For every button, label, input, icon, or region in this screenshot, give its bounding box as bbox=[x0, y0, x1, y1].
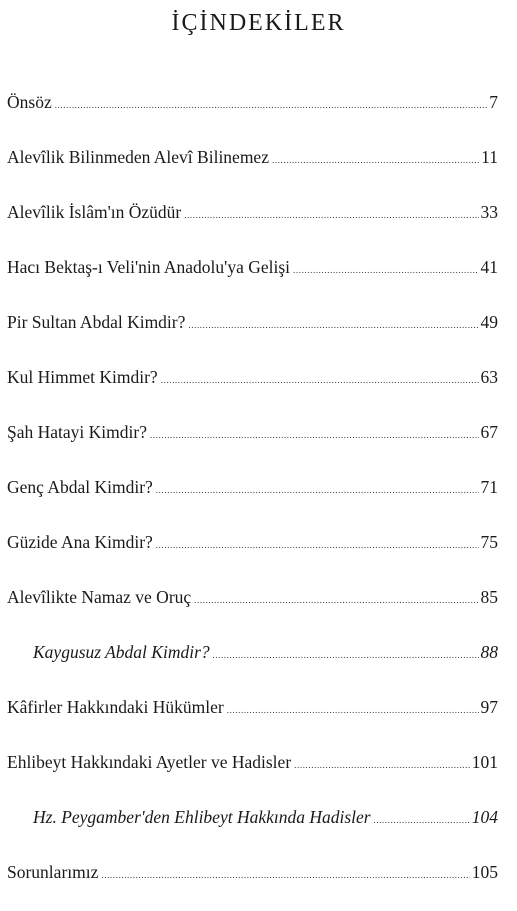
toc-entry-label: Kaygusuz Abdal Kimdir? bbox=[33, 642, 210, 662]
toc-entry-alevilik-bilinmeden[interactable] bbox=[7, 141, 498, 196]
toc-entry-label: Kul Himmet Kimdir? bbox=[7, 367, 158, 387]
toc-entry-page-number: 75 bbox=[480, 532, 498, 552]
dot-leader bbox=[213, 643, 479, 667]
toc-entry-label: Hz. Peygamber'den Ehlibeyt Hakkında Hadisler bbox=[33, 807, 371, 827]
toc-entry-label: Güzide Ana Kimdir? bbox=[7, 532, 153, 552]
dot-leader bbox=[161, 368, 479, 392]
toc-entry-label: Genç Abdal Kimdir? bbox=[7, 477, 153, 497]
toc-entry-onsoz[interactable] bbox=[7, 86, 498, 141]
toc-entry-genc-abdal[interactable] bbox=[7, 471, 498, 526]
toc-entry-page-number: 49 bbox=[480, 312, 498, 332]
toc-entry-sorunlarimiz[interactable] bbox=[7, 856, 498, 911]
toc-entry-page-number: 33 bbox=[480, 202, 498, 222]
table-of-contents bbox=[7, 86, 498, 911]
toc-entry-page-number: 104 bbox=[471, 807, 498, 827]
dot-leader bbox=[55, 93, 488, 117]
dot-leader bbox=[293, 258, 478, 282]
toc-entry-label: Alevîlikte Namaz ve Oruç bbox=[7, 587, 192, 607]
dot-leader bbox=[184, 203, 478, 227]
toc-entry-namaz-ve-oruc[interactable] bbox=[7, 581, 498, 636]
toc-entry-kul-himmet[interactable] bbox=[7, 361, 498, 416]
dot-leader bbox=[374, 808, 470, 832]
toc-entry-label: Ehlibeyt Hakkındaki Ayetler ve Hadisler bbox=[7, 752, 292, 772]
toc-entry-page-number: 85 bbox=[480, 587, 498, 607]
toc-entry-page-number: 105 bbox=[471, 862, 498, 882]
toc-entry-page-number: 7 bbox=[489, 92, 498, 112]
toc-entry-label: Önsöz bbox=[7, 92, 52, 112]
toc-subentry-hz-peygamber[interactable] bbox=[7, 801, 498, 856]
toc-entry-kafirler[interactable] bbox=[7, 691, 498, 746]
toc-entry-page-number: 71 bbox=[480, 477, 498, 497]
toc-entry-ehlibeyt-ayetler[interactable] bbox=[7, 746, 498, 801]
toc-entry-page-number: 41 bbox=[480, 257, 498, 277]
toc-entry-pir-sultan-abdal[interactable] bbox=[7, 306, 498, 361]
toc-entry-page-number: 63 bbox=[480, 367, 498, 387]
toc-subentry-kaygusuz-abdal[interactable] bbox=[7, 636, 498, 691]
toc-entry-label: Sorunlarımız bbox=[7, 862, 99, 882]
dot-leader bbox=[194, 588, 478, 612]
dot-leader bbox=[156, 478, 479, 502]
dot-leader bbox=[156, 533, 479, 557]
dot-leader bbox=[188, 313, 478, 337]
toc-entry-page-number: 88 bbox=[480, 642, 498, 662]
toc-entry-alevilik-islamin-ozudur[interactable] bbox=[7, 196, 498, 251]
toc-entry-page-number: 101 bbox=[471, 752, 498, 772]
toc-entry-sah-hatayi[interactable] bbox=[7, 416, 498, 471]
dot-leader bbox=[294, 753, 470, 777]
page-title: İÇİNDEKİLER bbox=[171, 10, 346, 36]
toc-entry-page-number: 67 bbox=[480, 422, 498, 442]
toc-entry-page-number: 11 bbox=[481, 147, 498, 167]
toc-entry-label: Şah Hatayi Kimdir? bbox=[7, 422, 147, 442]
toc-entry-haci-bektas[interactable] bbox=[7, 251, 498, 306]
toc-entry-label: Alevîlik Bilinmeden Alevî Bilinemez bbox=[7, 147, 269, 167]
dot-leader bbox=[227, 698, 479, 722]
toc-entry-page-number: 97 bbox=[480, 697, 498, 717]
dot-leader bbox=[272, 148, 479, 172]
dot-leader bbox=[101, 863, 469, 887]
toc-entry-label: Pir Sultan Abdal Kimdir? bbox=[7, 312, 186, 332]
dot-leader bbox=[150, 423, 479, 447]
toc-entry-label: Hacı Bektaş-ı Veli'nin Anadolu'ya Gelişi bbox=[7, 257, 291, 277]
toc-entry-label: Kâfirler Hakkındaki Hükümler bbox=[7, 697, 224, 717]
toc-entry-label: Alevîlik İslâm'ın Özüdür bbox=[7, 202, 182, 222]
toc-entry-guzide-ana[interactable] bbox=[7, 526, 498, 581]
